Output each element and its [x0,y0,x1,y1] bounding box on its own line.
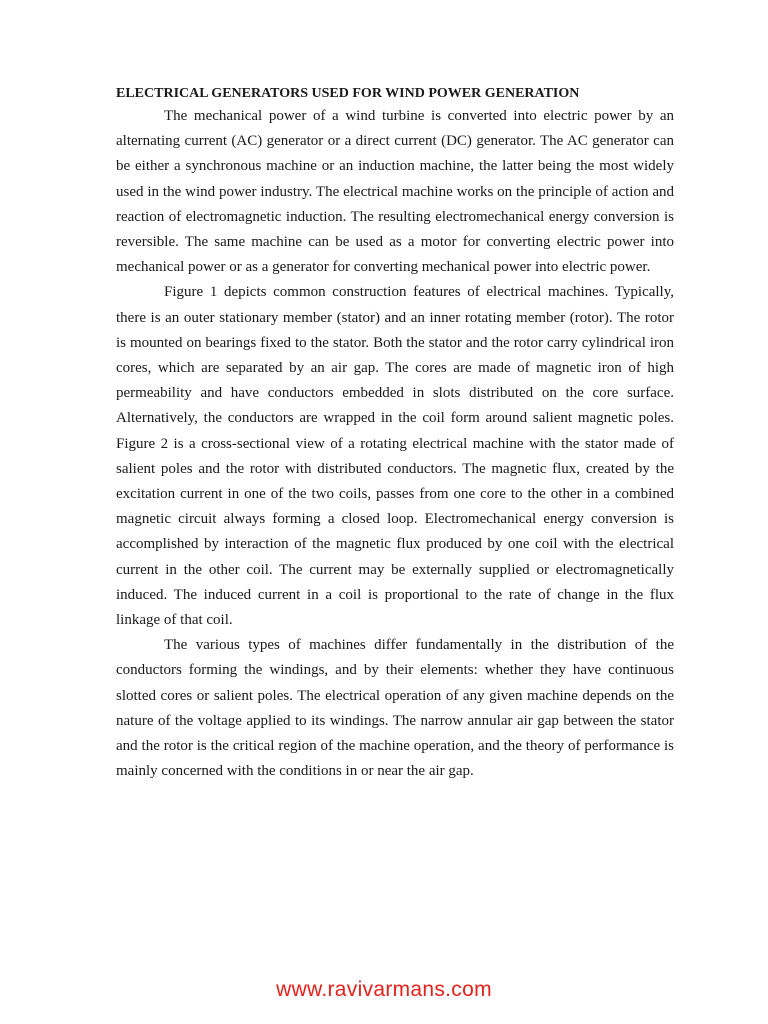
paragraph-2: Figure 1 depicts common construction features of electrical machines. Typically, there is an outer stationary member (stator) and an inner rotating member (rotor). The rotor is mounted on bearings fixed to the stator. Both the stator and the rotor carry cylindrical iron cores, which are separated by an air gap. The cores are made of magnetic iron of high permeability and have conductors embedded in slots distributed on the core surface. Alternatively, the conductors are wrapped in the coil form around salient magnetic poles. Figure 2 is a cross-sectional view of a rotating electrical machine with the stator made of salient poles and the rotor with distributed conductors. The magnetic flux, created by the excitation current in one of the two coils, passes from one core to the other in a combined magnetic circuit always forming a closed loop. Electromechanical energy conversion is accomplished by interaction of the magnetic flux produced by one coil with the electrical current in the other coil. The current may be externally supplied or electromagnetically induced. The induced current in a coil is proportional to the rate of change in the flux linkage of that coil. [116,284,674,629]
document-page [116,84,674,784]
paragraph-3: The various types of machines differ fundamentally in the distribution of the conductors forming the windings, and by their elements: whether they have continuous slotted cores or salient poles. The electrical operation of any given machine depends on the nature of the voltage applied to its windings. The narrow annular air gap between the stator and the rotor is the critical region of the machine operation, and the theory of performance is mainly concerned with the conditions in or near the air gap. [116,637,674,780]
paragraph-1: The mechanical power of a wind turbine is converted into electric power by an alternating current (AC) generator or a direct current (DC) generator. The AC generator can be either a synchronous machine or an induction machine, the latter being the most widely used in the wind power industry. The electrical machine works on the principle of action and reaction of electromagnetic induction. The resulting electromechanical energy conversion is reversible. The same machine can be used as a motor for converting electric power into mechanical power or as a generator for converting mechanical power into electric power. [116,108,674,276]
document-title: ELECTRICAL GENERATORS USED FOR WIND POWER GENERATION [116,86,580,101]
footer-website-link[interactable]: www.ravivarmans.com [276,978,492,1001]
